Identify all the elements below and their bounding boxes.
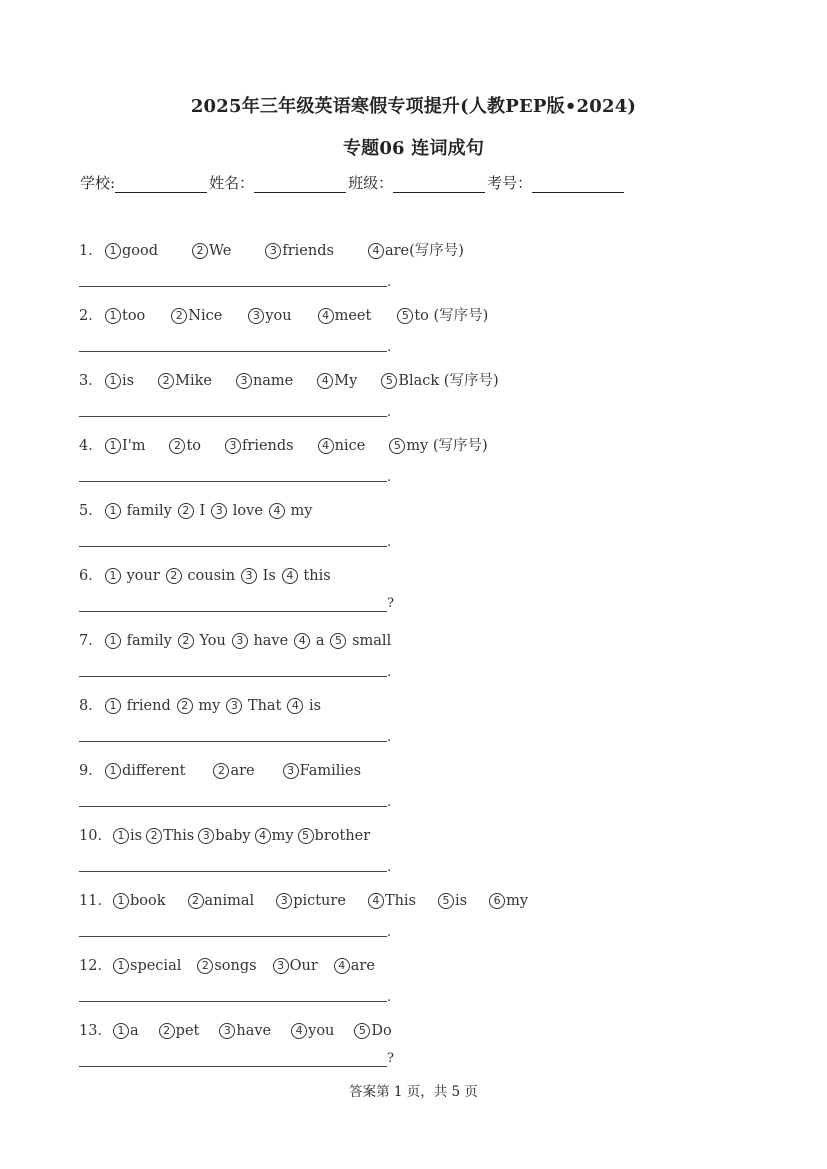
- word-text: you: [308, 1023, 335, 1039]
- word-option: [192, 243, 231, 259]
- circled-number-icon: 3: [273, 958, 289, 974]
- word-text: I'm: [122, 438, 146, 454]
- word-option: [158, 373, 212, 389]
- circled-number-icon: 3: [283, 763, 299, 779]
- question-2: [79, 304, 514, 325]
- word-option: [273, 958, 318, 974]
- word-option: [389, 434, 487, 455]
- end-punctuation: .: [387, 730, 392, 745]
- question-number: 9．: [79, 763, 103, 779]
- end-punctuation: .: [387, 795, 392, 810]
- question-3: [79, 369, 523, 390]
- circled-number-icon: 4: [334, 958, 350, 974]
- answer-line[interactable]: [79, 741, 387, 742]
- word-option: [317, 373, 357, 389]
- word-option: [113, 828, 142, 844]
- word-text: We: [209, 243, 232, 259]
- word-text: family: [122, 503, 172, 519]
- circled-number-icon: 1: [113, 1023, 129, 1039]
- word-option: [283, 763, 361, 779]
- page-title: 2025年三年级英语寒假专项提升(人教PEP版•2024): [190, 96, 637, 117]
- exam-number-blank[interactable]: [532, 174, 624, 193]
- word-option: [282, 568, 331, 584]
- word-option: [105, 633, 172, 649]
- word-option: [236, 373, 293, 389]
- circled-number-icon: 3: [226, 698, 242, 714]
- word-text: are(写序号): [384, 243, 464, 259]
- word-text: my: [193, 698, 221, 714]
- circled-number-icon: 5: [381, 373, 397, 389]
- word-text: too: [122, 308, 146, 324]
- word-text: meet: [334, 308, 372, 324]
- word-text: is: [304, 698, 322, 714]
- circled-number-icon: 1: [105, 308, 121, 324]
- question-1: [79, 239, 498, 260]
- question-number: 11．: [79, 893, 112, 909]
- word-option: [248, 308, 291, 324]
- end-punctuation: .: [387, 275, 392, 290]
- circled-number-icon: 1: [113, 958, 129, 974]
- word-text: my: [285, 503, 313, 519]
- word-text: picture: [293, 893, 346, 909]
- word-option: [318, 308, 372, 324]
- page-footer: 答案第 1 页，共 5 页: [349, 1084, 478, 1100]
- circled-number-icon: 4: [368, 893, 384, 909]
- word-text: baby: [215, 828, 251, 844]
- circled-number-icon: 4: [317, 373, 333, 389]
- word-option: [225, 438, 294, 454]
- word-option: [211, 503, 263, 519]
- answer-line[interactable]: [79, 936, 387, 937]
- word-option: [105, 438, 145, 454]
- circled-number-icon: 4: [318, 308, 334, 324]
- circled-number-icon: 4: [269, 503, 285, 519]
- class-blank[interactable]: [393, 174, 485, 193]
- word-option: [219, 1023, 271, 1039]
- circled-number-icon: 1: [105, 633, 121, 649]
- word-option: [105, 308, 145, 324]
- circled-number-icon: 4: [255, 828, 271, 844]
- word-option: [232, 633, 288, 649]
- word-text: a: [311, 633, 325, 649]
- word-option: [113, 893, 166, 909]
- end-punctuation: .: [387, 860, 392, 875]
- circled-number-icon: 3: [248, 308, 264, 324]
- end-punctuation: .: [387, 340, 392, 355]
- word-option: [354, 1023, 391, 1039]
- word-text: I: [194, 503, 206, 519]
- question-9: [79, 759, 389, 780]
- word-option: [287, 698, 321, 714]
- word-text: is: [455, 893, 468, 909]
- question-12: [79, 954, 391, 975]
- word-text: friend: [122, 698, 171, 714]
- word-option: [146, 828, 194, 844]
- circled-number-icon: 3: [241, 568, 257, 584]
- circled-number-icon: 2: [197, 958, 213, 974]
- word-text: Black (写序号): [398, 373, 499, 389]
- word-option: [318, 438, 366, 454]
- question-number: 10．: [79, 828, 112, 844]
- word-text: songs: [214, 958, 257, 974]
- word-text: cousin: [182, 568, 236, 584]
- question-number: 13．: [79, 1023, 112, 1039]
- circled-number-icon: 3: [265, 243, 281, 259]
- word-text: a: [130, 1023, 139, 1039]
- circled-number-icon: 3: [198, 828, 214, 844]
- word-text: special: [130, 958, 182, 974]
- circled-number-icon: 5: [397, 308, 413, 324]
- word-option: [265, 243, 334, 259]
- circled-number-icon: 2: [177, 698, 193, 714]
- circled-number-icon: 4: [287, 698, 303, 714]
- circled-number-icon: 5: [330, 633, 346, 649]
- circled-number-icon: 1: [105, 503, 121, 519]
- circled-number-icon: 2: [169, 438, 185, 454]
- circled-number-icon: 4: [368, 243, 384, 259]
- word-text: Our: [289, 958, 318, 974]
- info-label-name: 姓名：: [209, 174, 255, 192]
- answer-line[interactable]: [79, 546, 387, 547]
- answer-line[interactable]: [79, 481, 387, 482]
- circled-number-icon: 1: [105, 698, 121, 714]
- word-option: [105, 503, 172, 519]
- word-option: [177, 698, 221, 714]
- word-text: That: [243, 698, 282, 714]
- circled-number-icon: 5: [354, 1023, 370, 1039]
- word-text: nice: [334, 438, 366, 454]
- word-text: your: [122, 568, 160, 584]
- word-option: [368, 893, 416, 909]
- circled-number-icon: 1: [105, 373, 121, 389]
- word-option: [105, 243, 158, 259]
- answer-line[interactable]: [79, 351, 387, 352]
- circled-number-icon: 2: [166, 568, 182, 584]
- word-text: is: [130, 828, 143, 844]
- student-info-row: [80, 172, 626, 193]
- answer-line[interactable]: [79, 871, 387, 872]
- word-text: book: [130, 893, 166, 909]
- question-number: 8．: [79, 698, 103, 714]
- word-text: different: [122, 763, 186, 779]
- question-number: 4．: [79, 438, 103, 454]
- question-7: [79, 629, 397, 650]
- word-option: [105, 568, 160, 584]
- word-text: love: [228, 503, 263, 519]
- question-number: 7．: [79, 633, 103, 649]
- word-text: good: [122, 243, 159, 259]
- circled-number-icon: 1: [105, 438, 121, 454]
- word-text: friends: [242, 438, 294, 454]
- word-text: Nice: [188, 308, 223, 324]
- word-option: [269, 503, 313, 519]
- word-option: [381, 369, 498, 390]
- word-option: [438, 893, 467, 909]
- word-option: [397, 304, 488, 325]
- circled-number-icon: 2: [178, 503, 194, 519]
- word-text: to (写序号): [414, 308, 489, 324]
- question-number: 12．: [79, 958, 112, 974]
- word-option: [171, 308, 222, 324]
- word-text: Mike: [175, 373, 212, 389]
- end-punctuation: ?: [387, 1051, 394, 1066]
- word-option: [105, 373, 134, 389]
- circled-number-icon: 4: [282, 568, 298, 584]
- end-punctuation: .: [387, 535, 392, 550]
- circled-number-icon: 2: [188, 893, 204, 909]
- word-text: small: [347, 633, 392, 649]
- circled-number-icon: 2: [192, 243, 208, 259]
- word-option: [188, 893, 255, 909]
- circled-number-icon: 2: [171, 308, 187, 324]
- word-option: [197, 958, 256, 974]
- circled-number-icon: 6: [489, 893, 505, 909]
- end-punctuation: .: [387, 990, 392, 1005]
- answer-line[interactable]: [79, 1066, 387, 1067]
- word-option: [330, 633, 391, 649]
- word-text: my: [271, 828, 294, 844]
- word-option: [489, 893, 528, 909]
- word-text: my: [506, 893, 529, 909]
- word-option: [166, 568, 235, 584]
- word-text: name: [252, 373, 294, 389]
- circled-number-icon: 5: [438, 893, 454, 909]
- answer-line[interactable]: [79, 806, 387, 807]
- word-text: to: [186, 438, 202, 454]
- word-text: You: [194, 633, 226, 649]
- question-6: [79, 564, 337, 585]
- circled-number-icon: 4: [294, 633, 310, 649]
- word-option: [198, 828, 250, 844]
- question-number: 3．: [79, 373, 103, 389]
- circled-number-icon: 2: [213, 763, 229, 779]
- word-option: [105, 763, 185, 779]
- circled-number-icon: 3: [219, 1023, 235, 1039]
- word-text: have: [248, 633, 289, 649]
- circled-number-icon: 1: [105, 243, 121, 259]
- word-text: is: [122, 373, 135, 389]
- word-text: are: [350, 958, 375, 974]
- circled-number-icon: 3: [276, 893, 292, 909]
- name-blank[interactable]: [254, 174, 346, 193]
- question-11: [79, 889, 550, 910]
- answer-line[interactable]: [79, 676, 387, 677]
- word-text: are: [230, 763, 255, 779]
- circled-number-icon: 4: [318, 438, 334, 454]
- circled-number-icon: 2: [146, 828, 162, 844]
- circled-number-icon: 3: [232, 633, 248, 649]
- circled-number-icon: 5: [389, 438, 405, 454]
- word-option: [169, 438, 201, 454]
- word-text: This: [163, 828, 195, 844]
- word-option: [294, 633, 324, 649]
- word-text: Is: [258, 568, 276, 584]
- word-option: [291, 1023, 334, 1039]
- info-label-school: 学校:: [80, 174, 116, 192]
- word-text: this: [298, 568, 331, 584]
- circled-number-icon: 4: [291, 1023, 307, 1039]
- word-option: [178, 633, 226, 649]
- question-number: 2．: [79, 308, 103, 324]
- circled-number-icon: 2: [159, 1023, 175, 1039]
- word-option: [105, 698, 171, 714]
- word-text: friends: [282, 243, 334, 259]
- word-text: Families: [299, 763, 362, 779]
- word-option: [276, 893, 346, 909]
- word-text: brother: [314, 828, 371, 844]
- question-13: [79, 1019, 412, 1040]
- question-number: 1．: [79, 243, 103, 259]
- page-subtitle: 专题06 连词成句: [342, 138, 485, 159]
- answer-line[interactable]: [79, 611, 387, 612]
- circled-number-icon: 3: [211, 503, 227, 519]
- info-label-exam-number: 考号：: [487, 174, 533, 192]
- question-5: [79, 499, 319, 520]
- circled-number-icon: 1: [105, 763, 121, 779]
- circled-number-icon: 1: [113, 893, 129, 909]
- word-option: [213, 763, 254, 779]
- question-number: 5．: [79, 503, 103, 519]
- word-text: animal: [204, 893, 255, 909]
- circled-number-icon: 5: [298, 828, 314, 844]
- word-text: This: [384, 893, 416, 909]
- word-text: you: [265, 308, 292, 324]
- end-punctuation: .: [387, 665, 392, 680]
- word-text: have: [236, 1023, 272, 1039]
- answer-line[interactable]: [79, 416, 387, 417]
- circled-number-icon: 1: [105, 568, 121, 584]
- word-option: [298, 828, 371, 844]
- answer-line[interactable]: [79, 286, 387, 287]
- word-option: [368, 239, 464, 260]
- word-option: [113, 1023, 139, 1039]
- answer-line[interactable]: [79, 1001, 387, 1002]
- end-punctuation: ?: [387, 596, 394, 611]
- word-text: My: [334, 373, 358, 389]
- circled-number-icon: 3: [225, 438, 241, 454]
- circled-number-icon: 3: [236, 373, 252, 389]
- word-text: family: [122, 633, 172, 649]
- question-10: [79, 824, 374, 845]
- word-option: [334, 958, 375, 974]
- end-punctuation: .: [387, 470, 392, 485]
- word-option: [226, 698, 281, 714]
- question-number: 6．: [79, 568, 103, 584]
- question-8: [79, 694, 327, 715]
- word-option: [178, 503, 205, 519]
- circled-number-icon: 1: [113, 828, 129, 844]
- word-option: [113, 958, 181, 974]
- word-option: [255, 828, 294, 844]
- circled-number-icon: 2: [158, 373, 174, 389]
- word-text: my (写序号): [406, 438, 488, 454]
- word-option: [241, 568, 276, 584]
- word-text: pet: [175, 1023, 200, 1039]
- word-option: [159, 1023, 200, 1039]
- question-4: [79, 434, 512, 455]
- school-blank[interactable]: [115, 174, 207, 193]
- word-text: Do: [371, 1023, 392, 1039]
- circled-number-icon: 2: [178, 633, 194, 649]
- end-punctuation: .: [387, 405, 392, 420]
- info-label-class: 班级：: [348, 174, 394, 192]
- end-punctuation: .: [387, 925, 392, 940]
